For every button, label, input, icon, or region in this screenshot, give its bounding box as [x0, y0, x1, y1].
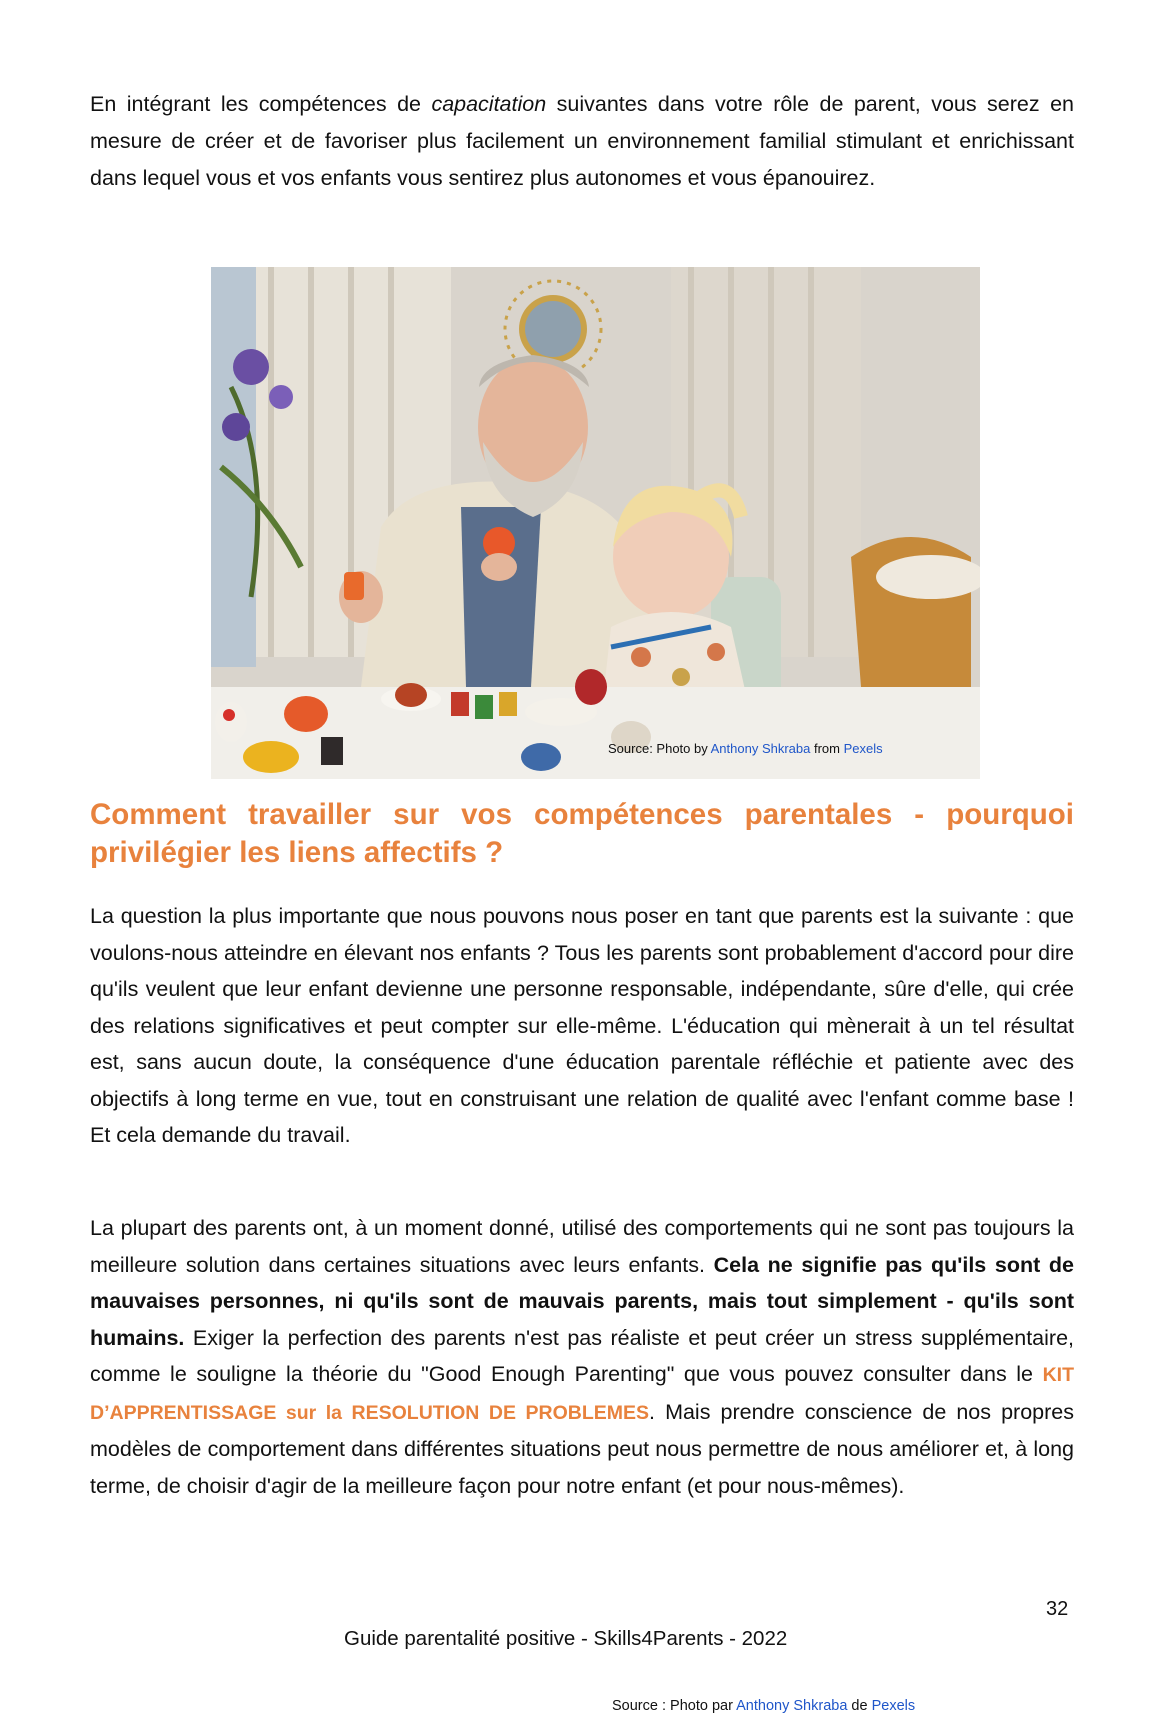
photo-caption: [608, 741, 883, 756]
section-heading: Comment travailler sur vos compétences parentales - pourquoi privilégier les liens affectifs ?: [90, 798, 1074, 869]
bottom-source-prefix: Source : Photo par: [612, 1698, 737, 1714]
photo-grandfather-child-painting-eggs-icon: [211, 267, 980, 779]
paragraph-2-bold: Cela ne signifie pas qu'ils sont de mauvaises personnes, ni qu'ils sont de mauvais parents, mais tout simplement - qu'ils sont humains.: [90, 1252, 1074, 1350]
photo-site-link[interactable]: Pexels: [843, 741, 883, 756]
bottom-source-mid: de: [847, 1698, 872, 1714]
intro-text-start: En intégrant les compétences de: [90, 92, 432, 116]
paragraph-2: [90, 1210, 1074, 1504]
paragraph-1: La question la plus importante que nous pouvons nous poser en tant que parents est la suivante : que voulons-nous atteindre en élevant nos enfants ? Tous les parents sont probablement d'accord pour dire qu'ils veulent que leur enfant devienne une personne responsable, indépendante, sûre d'elle, qui crée des relations significatives et peut compter sur elle-même. L'éducation qui mènerait à un tel résultat est, sans aucun doute, la conséquence d'une éducation parentale réfléchie et patiente avec des objectifs à long terme en vue, tout en construisant une relation de qualité avec l'enfant comme base ! Et cela demande du travail.: [90, 904, 1074, 1147]
intro-italic-word: capacitation: [431, 92, 547, 116]
paragraph-2-end: . Mais prendre conscience de nos propres modèles de comportement dans différentes situations peut nous permettre de nous améliorer et, à long terme, de choisir d'agir de la meilleure façon pour notre enfant (et pour nous-mêmes).: [90, 1399, 1074, 1498]
photo-caption-prefix: Source: Photo by: [608, 741, 711, 756]
intro-text-end: suivantes dans votre rôle de parent, vous serez en mesure de créer et de favoriser plus facilement un environnement familial stimulant et enrichissant dans lequel vous et vos enfants vous sentirez plus autonomes et vous épanouirez.: [90, 92, 1074, 190]
bottom-source-credit: [612, 1698, 915, 1714]
paragraph-2-middle: Exiger la perfection des parents n'est pas réaliste et peut créer un stress supplémentaire, comme le souligne la théorie du "Good Enough Parenting" que vous pouvez consulter dans le: [90, 1325, 1074, 1386]
page-number: 32: [1046, 1598, 1069, 1620]
intro-paragraph: [90, 86, 1074, 197]
page-footer: Guide parentalité positive - Skills4Parents - 2022: [344, 1627, 788, 1650]
photo: [211, 267, 980, 779]
paragraph-2-start: La plupart des parents ont, à un moment donné, utilisé des comportements qui ne sont pas toujours la meilleure solution dans certaines situations avec leurs enfants.: [90, 1216, 1074, 1277]
bottom-author-link[interactable]: Anthony Shkraba: [736, 1698, 848, 1714]
learning-kit-link[interactable]: KIT D’APPRENTISSAGE sur la RESOLUTION DE PROBLEMES: [90, 1364, 1074, 1424]
photo-caption-mid: from: [810, 741, 844, 756]
bottom-site-link[interactable]: Pexels: [871, 1698, 916, 1714]
photo-author-link[interactable]: Anthony Shkraba: [710, 741, 811, 756]
